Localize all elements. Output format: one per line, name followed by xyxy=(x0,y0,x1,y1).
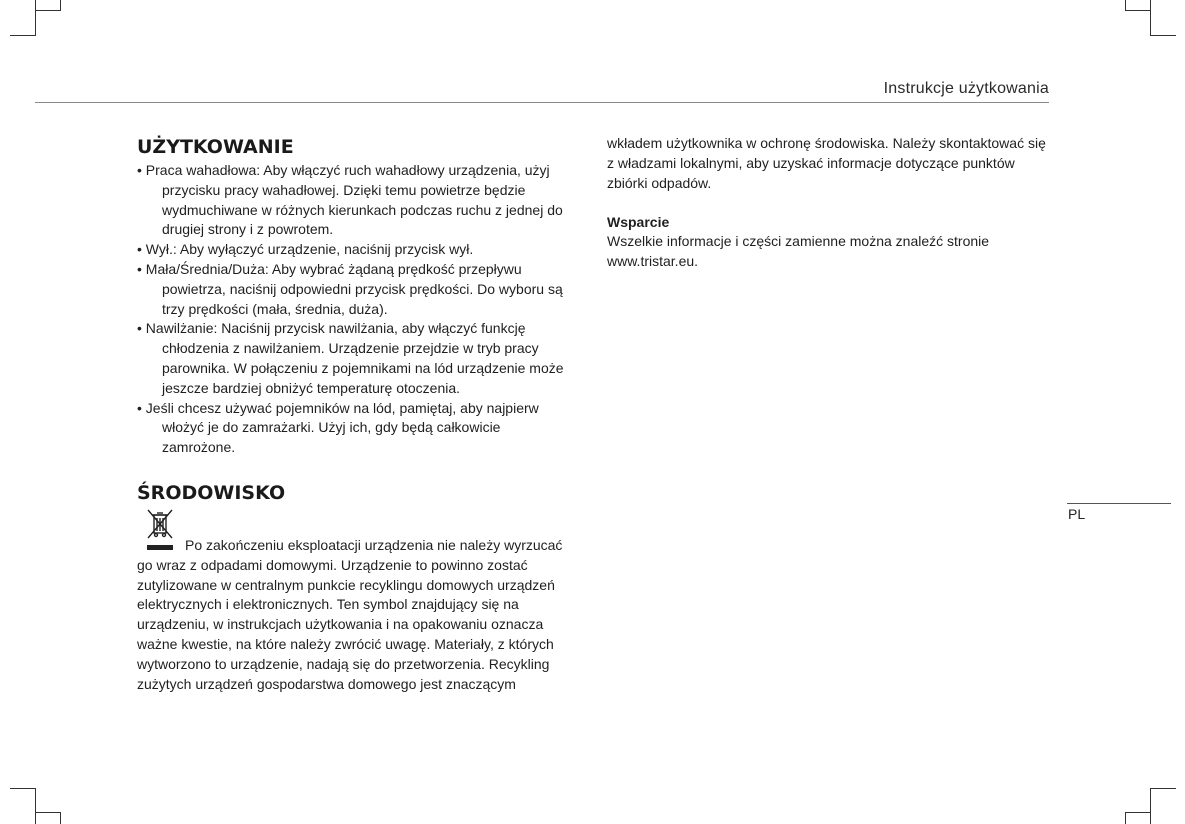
support-text: Wszelkie informacje i części zamienne można znaleźć stronie www.tristar.eu. xyxy=(607,233,990,270)
list-item: • Nawilżanie: Naciśnij przycisk nawilżania, aby włączyć funkcję chłodzenia z nawilżaniem. Urządzenie przejdzie w tryb pracy parownika. W połączeniu z pojemnikami na lód urządzenie może jeszcze bardziej obniżyć temperaturę otoczenia. xyxy=(137,320,564,396)
support-heading: Wsparcie xyxy=(607,214,670,231)
usage-heading: UŻYTKOWANIE xyxy=(137,136,294,158)
weee-crossed-bin-icon xyxy=(145,507,175,553)
header-divider xyxy=(35,102,1049,103)
environment-text: Po zakończeniu eksploatacji urządzenia nie należy wyrzucać go wraz z odpadami domowymi. Urządzenie to powinno zostać zutylizowane w centralnym punkcie recyklingu domowych urządzeń elektrycznych i elektronicznych. Ten symbol znajdujący się na urządzeniu, w instrukcjach użytkowania i na opakowaniu oznacza ważne kwestie, na które należy zwrócić uwagę. Materiały, z których wytworzono to urządzenie, nadają się do przetworzenia. Recykling zużytych urządzeń gospodarstwa domowego jest znaczącym xyxy=(137,536,563,692)
crop-mark-br-v2 xyxy=(1125,812,1126,824)
usage-list xyxy=(137,161,577,458)
crop-mark-tr-h xyxy=(1150,35,1176,36)
language-tab-divider xyxy=(1067,503,1171,504)
crop-mark-tr-v xyxy=(1150,0,1151,36)
crop-mark-bl-v2 xyxy=(60,812,61,824)
crop-mark-tl-v2 xyxy=(60,0,61,11)
crop-mark-br-v xyxy=(1150,788,1151,824)
environment-block xyxy=(137,507,577,694)
list-item: • Jeśli chcesz używać pojemników na lód, pamiętaj, aby najpierw włożyć je do zamrażarki. Użyj ich, gdy będą całkowicie zamrożone. xyxy=(137,399,539,456)
crop-mark-br-h2 xyxy=(1125,812,1151,813)
list-item: • Wył.: Aby wyłączyć urządzenie, naciśnij przycisk wył. xyxy=(137,241,474,258)
crop-mark-tl-h2 xyxy=(35,10,61,11)
crop-mark-tl-v xyxy=(35,0,36,36)
left-column xyxy=(137,136,577,694)
crop-mark-tr-h2 xyxy=(1125,10,1151,11)
crop-mark-br-h xyxy=(1150,788,1176,789)
crop-mark-tl-h xyxy=(10,35,36,36)
list-item: • Mała/Średnia/Duża: Aby wybrać żądaną prędkość przepływu powietrza, naciśnij odpowiedni przycisk prędkości. Do wyboru są trzy prędkości (mała, średnia, duża). xyxy=(137,260,563,317)
language-tab: PL xyxy=(1068,506,1086,522)
environment-text-continued: wkładem użytkownika w ochronę środowiska. Należy skontaktować się z władzami lokalnymi, aby uzyskać informacje dotyczące punktów zbiórki odpadów. xyxy=(607,135,1046,191)
right-column xyxy=(607,134,1052,272)
crop-mark-bl-v xyxy=(35,788,36,824)
list-item: • Praca wahadłowa: Aby włączyć ruch wahadłowy urządzenia, użyj przycisku pracy wahadłowej. Dzięki temu powietrze będzie wydmuchiwane w różnych kierunkach podczas ruchu z jednej do drugiej strony i z powrotem. xyxy=(137,162,563,238)
crop-mark-bl-h2 xyxy=(35,812,61,813)
environment-heading: ŚRODOWISKO xyxy=(137,481,286,504)
page-header-title: Instrukcje użytkowania xyxy=(883,80,1049,97)
crop-mark-tr-v2 xyxy=(1125,0,1126,11)
crop-mark-bl-h xyxy=(10,788,36,789)
